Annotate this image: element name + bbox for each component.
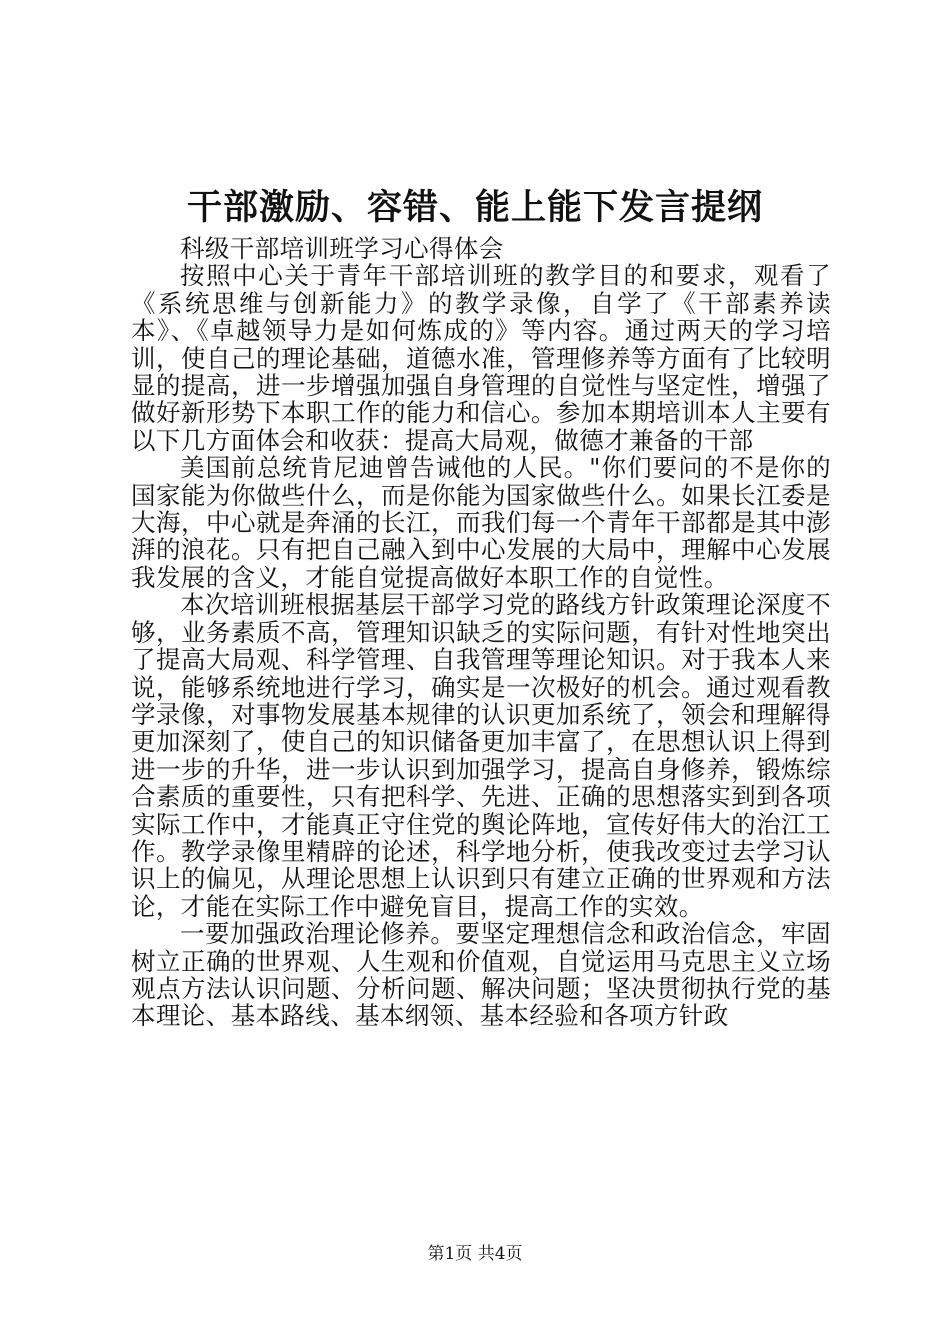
document-body (131, 235, 831, 1030)
body-paragraph: 本次培训班根据基层干部学习党的路线方针政策理论深度不够，业务素质不高，管理知识缺乏的实际问题，有针对性地突出了提高大局观、科学管理、自我管理等理论知识。对于我本人来说，能够系统地进行学习，确实是一次极好的机会。通过观看教学录像，对事物发展基本规律的认识更加系统了，领会和理解得更加深刻了，使自己的知识储备更加丰富了，在思想认识上得到进一步的升华，进一步认识到加强学习，提高自身修养，锻炼综合素质的重要性，只有把科学、先进、正确的思想落实到到各项实际工作中，才能真正守住党的舆论阵地，宣传好伟大的治江工作。教学录像里精辟的论述，科学地分析，使我改变过去学习认识上的偏见，从理论思想上认识到只有建立正确的世界观和方法论，才能在实际工作中避免盲目，提高工作的实效。 (131, 590, 831, 921)
page-number-footer: 第1页 共4页 (427, 1244, 523, 1264)
document-title: 干部激励、容错、能上能下发言提纲 (186, 187, 763, 228)
body-paragraph: 一要加强政治理论修养。要坚定理想信念和政治信念，牢固树立正确的世界观、人生观和价值观，自觉运用马克思主义立场观点方法认识问题、分析问题、解决问题；坚决贯彻执行党的基本理论、基本路线、基本纲领、基本经验和各项方针政 (131, 919, 831, 1031)
body-paragraph: 按照中心关于青年干部培训班的教学目的和要求，观看了《系统思维与创新能力》的教学录像，自学了《干部素养读本》、《卓越领导力是如何炼成的》等内容。通过两天的学习培训，使自己的理论基础，道德水准，管理修养等方面有了比较明显的提高，进一步增强加强自身管理的自觉性与坚定性，增强了做好新形势下本职工作的能力和信心。参加本期培训本人主要有以下几方面体会和收获：提高大局观，做德才兼备的干部 (131, 261, 831, 455)
subtitle-paragraph: 科级干部培训班学习心得体会 (180, 234, 504, 263)
body-paragraph: 美国前总统肯尼迪曾告诫他的人民。"你们要问的不是你的国家能为你做些什么，而是你能为国家做些什么。如果长江委是大海，中心就是奔涌的长江，而我们每一个青年干部都是其中澎湃的浪花。只有把自己融入到中心发展的大局中，理解中心发展我发展的含义，才能自觉提高做好本职工作的自觉性。 (131, 453, 831, 592)
